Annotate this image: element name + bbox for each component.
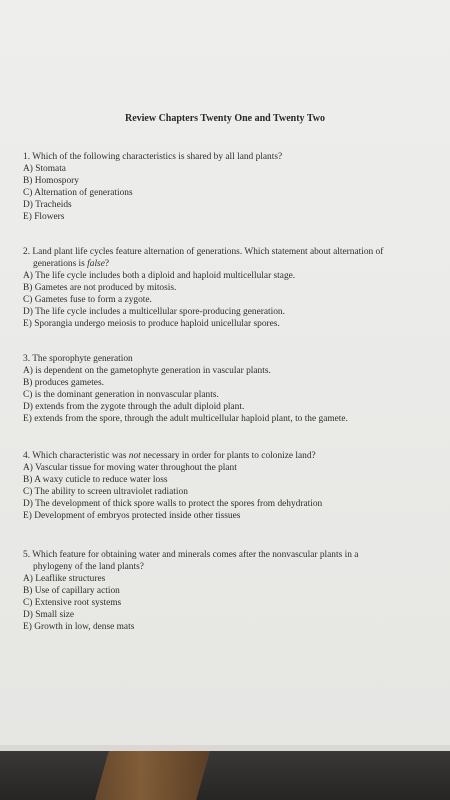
answer-option: A) is dependent on the gametophyte generation in vascular plants.	[23, 366, 271, 376]
emphasized-word: not	[128, 451, 141, 461]
answer-option: C) The ability to screen ultraviolet radiation	[23, 487, 188, 497]
emphasized-word: false	[87, 259, 105, 269]
wooden-object	[95, 751, 210, 800]
answer-option: A) Leaflike structures	[23, 574, 106, 584]
answer-option: D) Tracheids	[23, 200, 72, 210]
question-stem-continued	[23, 258, 438, 270]
answer-option: B) A waxy cuticle to reduce water loss	[23, 475, 168, 485]
answer-option: C) is the dominant generation in nonvascular plants.	[23, 390, 219, 400]
question-stem	[23, 450, 438, 462]
question-1	[23, 151, 438, 223]
answer-option: E) Development of embryos protected inside other tissues	[23, 511, 241, 521]
answer-option: B) Homospory	[23, 176, 79, 186]
question-4	[23, 450, 438, 522]
desk-surface	[0, 751, 450, 800]
answer-option: D) The development of thick spore walls to protect the spores from dehydration	[23, 499, 323, 509]
question-stem: 2. Land plant life cycles feature alternation of generations. Which statement about alternation of	[23, 247, 384, 257]
worksheet-title: Review Chapters Twenty One and Twenty Two	[124, 113, 325, 124]
question-stem: 5. Which feature for obtaining water and minerals comes after the nonvascular plants in a	[23, 550, 359, 560]
answer-option: E) extends from the spore, through the adult multicellular haploid plant, to the gamete.	[23, 414, 348, 424]
answer-option: D) Small size	[23, 610, 75, 620]
answer-option: D) extends from the zygote through the adult diploid plant.	[23, 402, 245, 412]
answer-option: C) Gametes fuse to form a zygote.	[23, 295, 152, 305]
answer-option: C) Alternation of generations	[23, 188, 133, 198]
stem-text: necessary in order for plants to colonize land?	[140, 451, 316, 461]
answer-option: A) The life cycle includes both a diploid and haploid multicellular stage.	[23, 271, 296, 281]
question-stem: 3. The sporophyte generation	[23, 354, 133, 364]
question-3	[23, 353, 438, 425]
question-2	[23, 246, 438, 330]
answer-option: C) Extensive root systems	[23, 598, 122, 608]
answer-option: A) Vascular tissue for moving water throughout the plant	[23, 463, 237, 473]
answer-option: E) Flowers	[23, 212, 65, 222]
answer-option: B) Gametes are not produced by mitosis.	[23, 283, 177, 293]
question-stem-continued: phylogeny of the land plants?	[33, 562, 144, 572]
answer-option: B) produces gametes.	[23, 378, 104, 388]
question-5	[23, 549, 438, 633]
stem-text: ?	[104, 259, 110, 269]
answer-option: D) The life cycle includes a multicellular spore-producing generation.	[23, 307, 285, 317]
answer-option: E) Growth in low, dense mats	[23, 622, 135, 632]
stem-text: 4. Which characteristic was	[23, 451, 129, 461]
stem-text: generations is	[33, 259, 88, 269]
answer-option: A) Stomata	[23, 164, 66, 174]
question-stem: 1. Which of the following characteristics is shared by all land plants?	[23, 152, 283, 162]
answer-option: E) Sporangia undergo meiosis to produce haploid unicellular spores.	[23, 319, 280, 329]
answer-option: B) Use of capillary action	[23, 586, 120, 596]
